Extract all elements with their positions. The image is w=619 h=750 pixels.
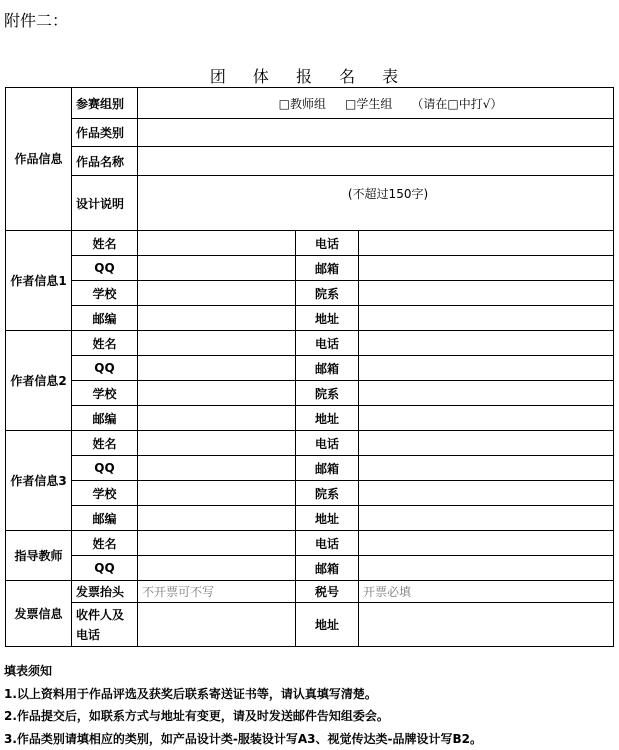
category-label: 作品类别	[72, 119, 138, 147]
name-field[interactable]	[138, 431, 296, 456]
recipient-label: 收件人及电话	[72, 603, 138, 647]
recipient-field[interactable]	[138, 603, 296, 647]
registration-table	[5, 87, 614, 647]
postcode-field[interactable]	[138, 306, 296, 331]
qq-field[interactable]	[138, 556, 296, 581]
email-field[interactable]	[359, 556, 614, 581]
form-title: 团 体 报 名 表	[0, 64, 619, 87]
email-field[interactable]	[359, 456, 614, 481]
phone-field[interactable]	[359, 231, 614, 256]
school-field[interactable]	[138, 481, 296, 506]
work-name-label: 作品名称	[72, 147, 138, 176]
postcode-label: 邮编	[72, 306, 138, 331]
qq-field[interactable]	[138, 456, 296, 481]
qq-label: QQ	[72, 456, 138, 481]
department-field[interactable]	[359, 281, 614, 306]
phone-field[interactable]	[359, 431, 614, 456]
name-label: 姓名	[72, 531, 138, 556]
phone-label: 电话	[296, 231, 359, 256]
postcode-field[interactable]	[138, 506, 296, 531]
phone-label: 电话	[296, 331, 359, 356]
group-label: 参赛组别	[72, 88, 138, 119]
qq-field[interactable]	[138, 256, 296, 281]
address-field[interactable]	[359, 406, 614, 431]
tax-label: 税号	[296, 581, 359, 603]
note-item-3: 3.作品类别请填相应的类别，如产品设计类-服装设计写A3、视觉传达类-品牌设计写B2。	[4, 728, 482, 750]
design-hint: (不超过150字)	[348, 187, 428, 201]
group-options[interactable]	[138, 88, 614, 119]
section-advisor: 指导教师	[6, 531, 72, 581]
address-field[interactable]	[359, 306, 614, 331]
postcode-label: 邮编	[72, 406, 138, 431]
attachment-label: 附件二：	[4, 8, 68, 31]
address-label: 地址	[296, 406, 359, 431]
name-field[interactable]	[138, 531, 296, 556]
department-field[interactable]	[359, 481, 614, 506]
email-field[interactable]	[359, 356, 614, 381]
invoice-header-field[interactable]: 不开票可不写	[138, 581, 296, 603]
invoice-header-label: 发票抬头	[72, 581, 138, 603]
section-author-3: 作者信息3	[6, 431, 72, 531]
email-label: 邮箱	[296, 456, 359, 481]
category-field[interactable]	[138, 119, 614, 147]
email-field[interactable]	[359, 256, 614, 281]
school-label: 学校	[72, 281, 138, 306]
phone-label: 电话	[296, 431, 359, 456]
email-label: 邮箱	[296, 256, 359, 281]
note-item-2: 2.作品提交后，如联系方式与地址有变更，请及时发送邮件告知组委会。	[4, 705, 482, 728]
address-field[interactable]	[359, 506, 614, 531]
email-label: 邮箱	[296, 556, 359, 581]
section-invoice: 发票信息	[6, 581, 72, 647]
department-label: 院系	[296, 281, 359, 306]
department-field[interactable]	[359, 381, 614, 406]
notes-title: 填表须知	[4, 660, 482, 683]
email-label: 邮箱	[296, 356, 359, 381]
school-field[interactable]	[138, 281, 296, 306]
section-author-1: 作者信息1	[6, 231, 72, 331]
name-label: 姓名	[72, 231, 138, 256]
department-label: 院系	[296, 381, 359, 406]
phone-field[interactable]	[359, 331, 614, 356]
note-item-1: 1.以上资料用于作品评选及获奖后联系寄送证书等，请认真填写清楚。	[4, 683, 482, 706]
section-author-2: 作者信息2	[6, 331, 72, 431]
school-field[interactable]	[138, 381, 296, 406]
school-label: 学校	[72, 481, 138, 506]
section-work-info: 作品信息	[6, 88, 72, 231]
department-label: 院系	[296, 481, 359, 506]
name-label: 姓名	[72, 431, 138, 456]
postcode-field[interactable]	[138, 406, 296, 431]
address-label: 地址	[296, 306, 359, 331]
postcode-label: 邮编	[72, 506, 138, 531]
qq-label: QQ	[72, 556, 138, 581]
invoice-address-label: 地址	[296, 603, 359, 647]
name-field[interactable]	[138, 231, 296, 256]
qq-label: QQ	[72, 256, 138, 281]
name-field[interactable]	[138, 331, 296, 356]
design-field[interactable]	[138, 176, 614, 231]
fill-instructions	[4, 660, 482, 750]
group-options-text: □教师组 □学生组 （请在□中打√）	[279, 97, 503, 111]
work-name-field[interactable]	[138, 147, 614, 176]
name-label: 姓名	[72, 331, 138, 356]
qq-label: QQ	[72, 356, 138, 381]
tax-field[interactable]: 开票必填	[359, 581, 614, 603]
phone-field[interactable]	[359, 531, 614, 556]
qq-field[interactable]	[138, 356, 296, 381]
invoice-address-field[interactable]	[359, 603, 614, 647]
phone-label: 电话	[296, 531, 359, 556]
school-label: 学校	[72, 381, 138, 406]
address-label: 地址	[296, 506, 359, 531]
design-label: 设计说明	[72, 176, 138, 231]
